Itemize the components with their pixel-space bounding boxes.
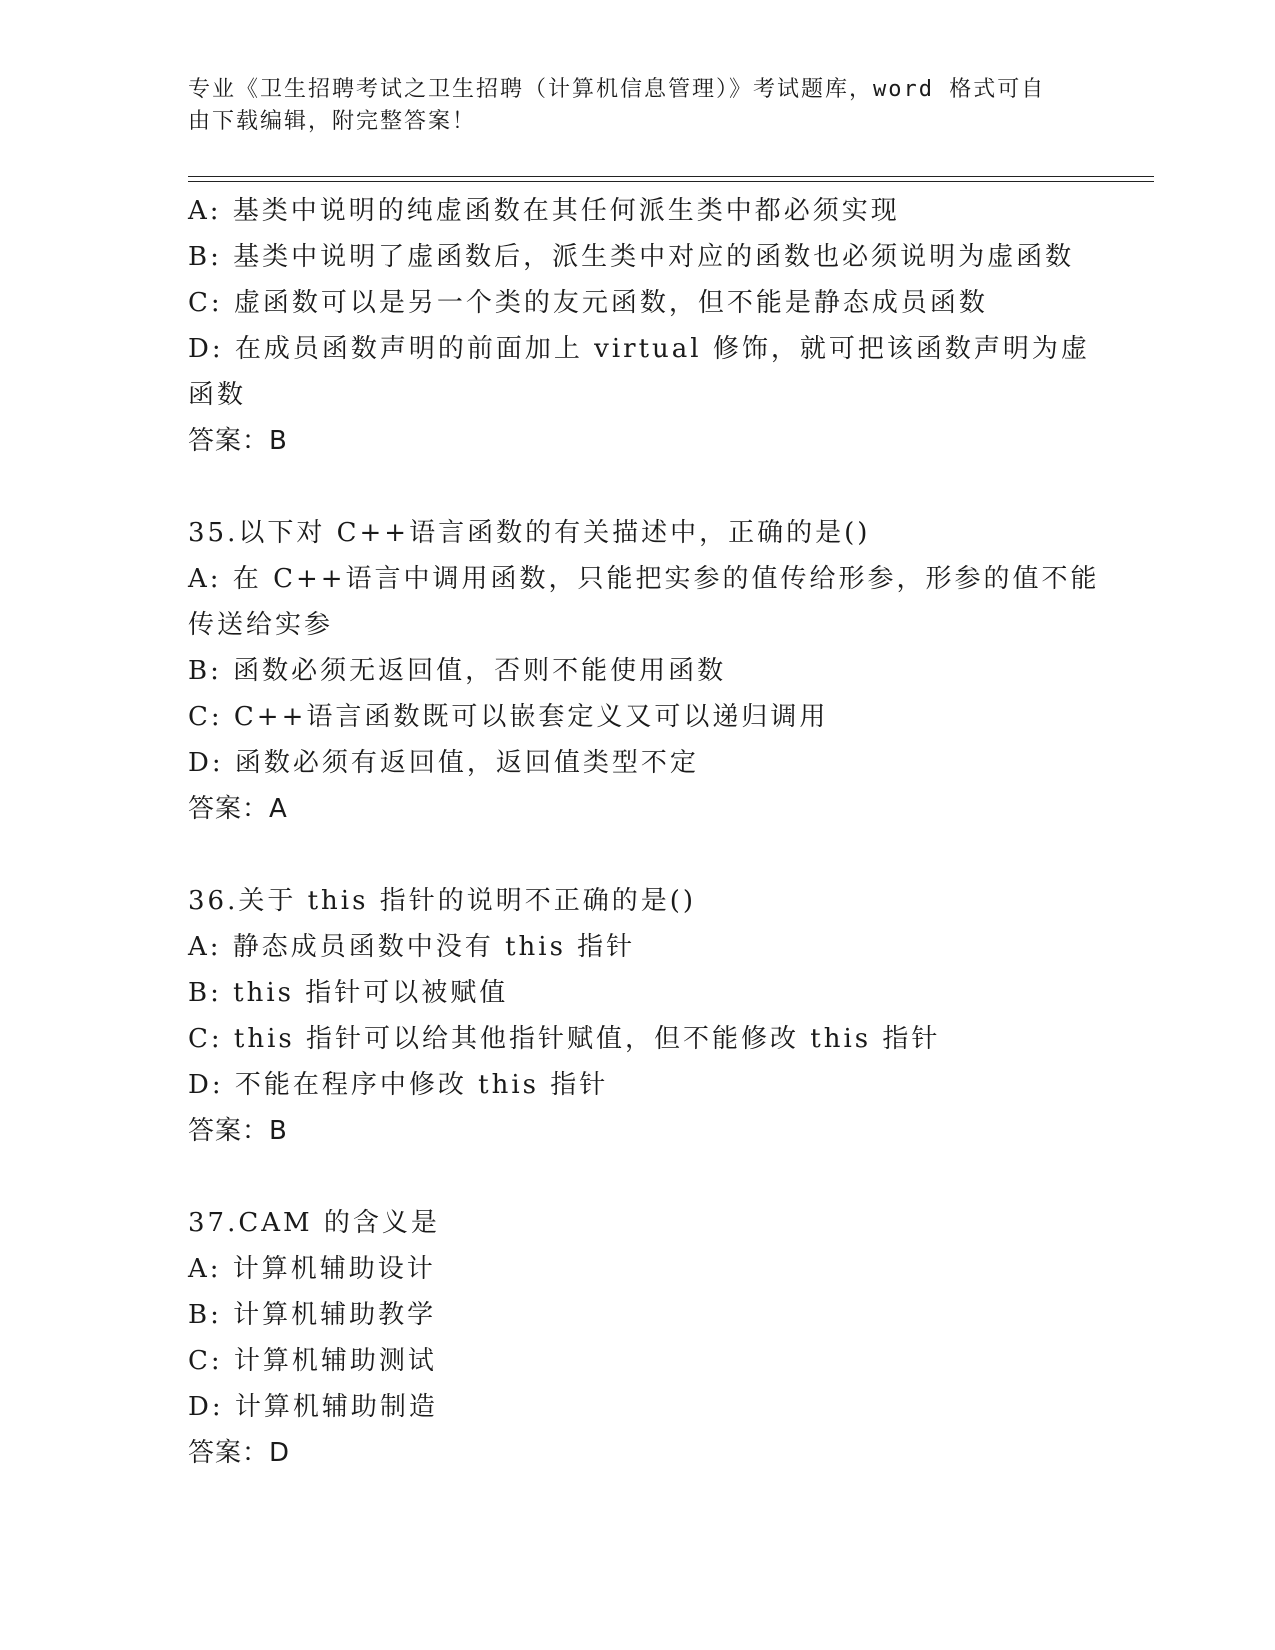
question-text: 37.CAM 的含义是 xyxy=(188,1208,440,1238)
spacer xyxy=(188,464,1088,510)
question-37 xyxy=(188,1200,1088,1476)
option-a: A: 静态成员函数中没有 this 指针 xyxy=(188,932,636,962)
option-c: C: C++语言函数既可以嵌套定义又可以递归调用 xyxy=(188,702,829,732)
header-divider-top xyxy=(188,176,1154,177)
option-c: C: 计算机辅助测试 xyxy=(188,1346,437,1376)
option-b: B: 基类中说明了虚函数后，派生类中对应的函数也必须说明为虚函数 xyxy=(188,242,1075,272)
option-d: D: 不能在程序中修改 this 指针 xyxy=(188,1070,609,1100)
option-a: A: 基类中说明的纯虚函数在其任何派生类中都必须实现 xyxy=(188,196,900,226)
option-a: A: 在 C++语言中调用函数，只能把实参的值传给形参，形参的值不能 xyxy=(188,564,1100,594)
option-a: A: 计算机辅助设计 xyxy=(188,1254,436,1284)
option-b: B: 函数必须无返回值，否则不能使用函数 xyxy=(188,656,727,686)
spacer xyxy=(188,1154,1088,1200)
answer: 答案：D xyxy=(188,1438,291,1468)
option-b: B: 计算机辅助教学 xyxy=(188,1300,437,1330)
question-text: 35.以下对 C++语言函数的有关描述中，正确的是() xyxy=(188,518,871,548)
option-d-continued: 函数 xyxy=(188,380,247,410)
document-header xyxy=(188,74,1088,138)
answer: 答案：B xyxy=(188,1116,288,1146)
header-divider-bottom xyxy=(188,181,1154,182)
option-c: C: 虚函数可以是另一个类的友元函数，但不能是静态成员函数 xyxy=(188,288,988,318)
header-line-2: 由下载编辑，附完整答案！ xyxy=(188,109,477,134)
option-d: D: 函数必须有返回值，返回值类型不定 xyxy=(188,748,699,778)
question-34 xyxy=(188,188,1088,464)
question-35 xyxy=(188,510,1100,832)
option-a-continued: 传送给实参 xyxy=(188,610,334,640)
question-36 xyxy=(188,878,1088,1154)
header-line-1: 专业《卫生招聘考试之卫生招聘（计算机信息管理）》考试题库，word 格式可自 xyxy=(188,77,1046,102)
answer: 答案：A xyxy=(188,794,288,824)
option-d: D: 在成员函数声明的前面加上 virtual 修饰，就可把该函数声明为虚 xyxy=(188,334,1090,364)
question-list xyxy=(188,188,1100,1476)
answer: 答案：B xyxy=(188,426,288,456)
question-text: 36.关于 this 指针的说明不正确的是() xyxy=(188,886,697,916)
option-d: D: 计算机辅助制造 xyxy=(188,1392,438,1422)
option-c: C: this 指针可以给其他指针赋值，但不能修改 this 指针 xyxy=(188,1024,941,1054)
option-b: B: this 指针可以被赋值 xyxy=(188,978,509,1008)
spacer xyxy=(188,832,1088,878)
